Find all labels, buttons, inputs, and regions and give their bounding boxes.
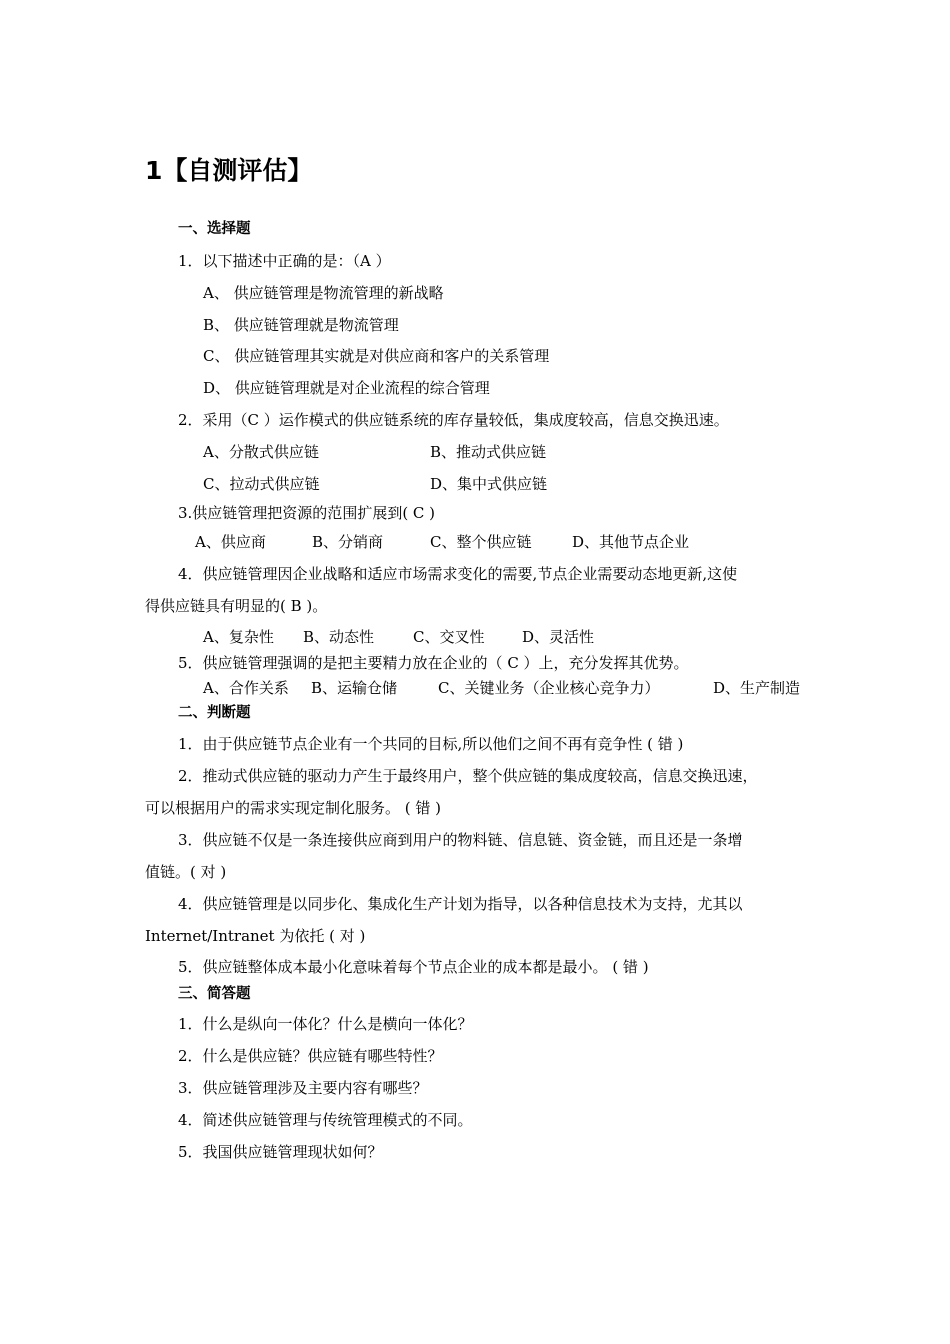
option-item: B、运输仓储 xyxy=(311,679,398,697)
option-item: B、动态性 xyxy=(303,628,375,646)
judgement-item: 4．供应链管理是以同步化、集成化生产计划为指导，以各种信息技术为支持，尤其以 xyxy=(178,895,743,913)
question-stem: 3.供应链管理把资源的范围扩展到( C ) xyxy=(178,504,436,522)
judgement-item: 5．供应链整体成本最小化意味着每个节点企业的成本都是最小。 ( 错 ) xyxy=(178,958,649,976)
option-item: C、 供应链管理其实就是对供应商和客户的关系管理 xyxy=(203,347,550,365)
judgement-item-continued: 值链。( 对 ) xyxy=(145,863,227,881)
option-item: C、拉动式供应链 xyxy=(203,475,320,493)
option-item: B、 供应链管理就是物流管理 xyxy=(203,316,399,334)
option-item: D、集中式供应链 xyxy=(430,475,548,493)
judgement-item: 2．推动式供应链的驱动力产生于最终用户，整个供应链的集成度较高，信息交换迅速， xyxy=(178,767,758,785)
judgement-item: 1．由于供应链节点企业有一个共同的目标,所以他们之间不再有竞争性 ( 错 ) xyxy=(178,735,684,753)
option-item: A、分散式供应链 xyxy=(203,443,319,461)
short-answer-question: 2．什么是供应链？供应链有哪些特性？ xyxy=(178,1047,443,1065)
option-item: A、 供应链管理是物流管理的新战略 xyxy=(203,284,444,302)
option-item: A、合作关系 xyxy=(203,679,289,697)
question-stem: 1．以下描述中正确的是：（A ） xyxy=(178,252,391,270)
short-answer-question: 4．简述供应链管理与传统管理模式的不同。 xyxy=(178,1111,473,1129)
question-stem: 4．供应链管理因企业战略和适应市场需求变化的需要,节点企业需要动态地更新,这使 xyxy=(178,565,738,583)
option-item: D、生产制造 xyxy=(713,679,801,697)
judgement-item-continued: Internet/Intranet 为依托 ( 对 ) xyxy=(145,927,366,945)
option-item: A、复杂性 xyxy=(203,628,274,646)
option-item: B、推动式供应链 xyxy=(430,443,547,461)
judgement-item: 3．供应链不仅是一条连接供应商到用户的物料链、信息链、资金链，而且还是一条增 xyxy=(178,831,743,849)
section-heading-judgement: 二、判断题 xyxy=(178,705,251,721)
option-item: B、分销商 xyxy=(312,533,384,551)
question-stem: 2．采用（C ）运作模式的供应链系统的库存量较低，集成度较高，信息交换迅速。 xyxy=(178,411,729,429)
section-heading-choice: 一、选择题 xyxy=(178,221,251,237)
question-stem: 5．供应链管理强调的是把主要精力放在企业的（ C ）上，充分发挥其优势。 xyxy=(178,654,689,672)
section-heading-short-answer: 三、简答题 xyxy=(178,986,251,1002)
option-item: C、交叉性 xyxy=(413,628,485,646)
short-answer-question: 3．供应链管理涉及主要内容有哪些？ xyxy=(178,1079,428,1097)
short-answer-question: 1．什么是纵向一体化？什么是横向一体化？ xyxy=(178,1015,473,1033)
option-item: A、供应商 xyxy=(195,533,266,551)
question-stem-continued: 得供应链具有明显的( B )。 xyxy=(145,597,328,615)
option-item: D、 供应链管理就是对企业流程的综合管理 xyxy=(203,379,490,397)
judgement-item-continued: 可以根据用户的需求实现定制化服务。 ( 错 ) xyxy=(145,799,442,817)
page-title: 1【自测评估】 xyxy=(145,156,313,185)
option-item: C、关键业务（企业核心竞争力） xyxy=(438,679,660,697)
short-answer-question: 5．我国供应链管理现状如何？ xyxy=(178,1143,383,1161)
option-item: D、灵活性 xyxy=(522,628,595,646)
option-item: D、其他节点企业 xyxy=(572,533,690,551)
option-item: C、整个供应链 xyxy=(430,533,532,551)
